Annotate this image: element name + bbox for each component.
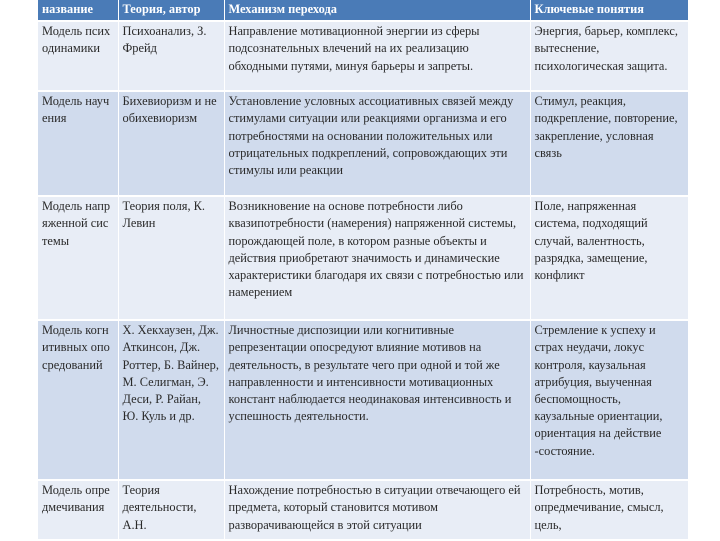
model-cell: Модель психодинамики: [38, 21, 118, 91]
header-theory-author: Теория, автор: [118, 0, 224, 21]
theory-cell: Теория деятельности, А.Н.: [118, 480, 224, 540]
model-cell: Модель опредмечивания: [38, 480, 118, 540]
table-row: [38, 21, 688, 91]
header-mechanism: Механизм перехода: [224, 0, 530, 21]
header-key-concepts: Ключевые понятия: [530, 0, 688, 21]
motivation-models-table-container: [38, 0, 688, 541]
header-name: название: [38, 0, 118, 21]
concepts-cell: Потребность, мотив, опредмечивание, смысл, цель,: [530, 480, 688, 540]
mechanism-cell: Направление мотивационной энергии из сферы подсознательных влечений на их реализацию обходными путями, минуя барьеры и запреты.: [224, 21, 530, 91]
concepts-cell: Стимул, реакция, подкрепление, повторение, закрепление, условная связь: [530, 91, 688, 196]
table-row: [38, 480, 688, 540]
mechanism-cell: Возникновение на основе потребности либо квазипотребности (намерения) напряженной системы, порождающей поле, в котором разные объекты и действия приобретают значимость и динамические характеристики благодаря их связи с потребностью или намерением: [224, 196, 530, 320]
mechanism-cell: Установление условных ассоциативных связей между стимулами ситуации или реакциями организма и его потребностями на основании положительных или отрицательных подкреплений, сопровождающих эти стимулы или реакции: [224, 91, 530, 196]
theory-cell: Х. Хекхаузен, Дж. Аткинсон, Дж. Роттер, Б. Вайнер, М. Селигман, Э. Деси, Р. Райан, Ю. Куль и др.: [118, 320, 224, 480]
motivation-models-table: [38, 0, 689, 541]
table-row: [38, 320, 688, 480]
table-body: [38, 21, 688, 540]
model-cell: Модель научения: [38, 91, 118, 196]
model-cell: Модель напряженной системы: [38, 196, 118, 320]
concepts-cell: Стремление к успеху и страх неудачи, локус контроля, каузальная атрибуция, выученная беспомощность, каузальные ориентации, ориентация на действие -состояние.: [530, 320, 688, 480]
model-cell: Модель когнитивных опосредований: [38, 320, 118, 480]
table-row: [38, 91, 688, 196]
theory-cell: Теория поля, К. Левин: [118, 196, 224, 320]
concepts-cell: Поле, напряженная система, подходящий случай, валентность, разрядка, замещение, конфликт: [530, 196, 688, 320]
mechanism-cell: Нахождение потребностью в ситуации отвечающего ей предмета, который становится мотивом разворачивающейся в этой ситуации: [224, 480, 530, 540]
table-row: [38, 196, 688, 320]
table-header: [38, 0, 688, 21]
theory-cell: Психоанализ, З. Фрейд: [118, 21, 224, 91]
header-row: [38, 0, 688, 21]
theory-cell: Бихевиоризм и необихевиоризм: [118, 91, 224, 196]
mechanism-cell: Личностные диспозиции или когнитивные репрезентации опосредуют влияние мотивов на деятельность, в результате чего при одной и той же направленности и интенсивности мотивационных констант наблюдается неодинаковая интенсивность и успешность деятельности.: [224, 320, 530, 480]
concepts-cell: Энергия, барьер, комплекс, вытеснение, психологическая защита.: [530, 21, 688, 91]
